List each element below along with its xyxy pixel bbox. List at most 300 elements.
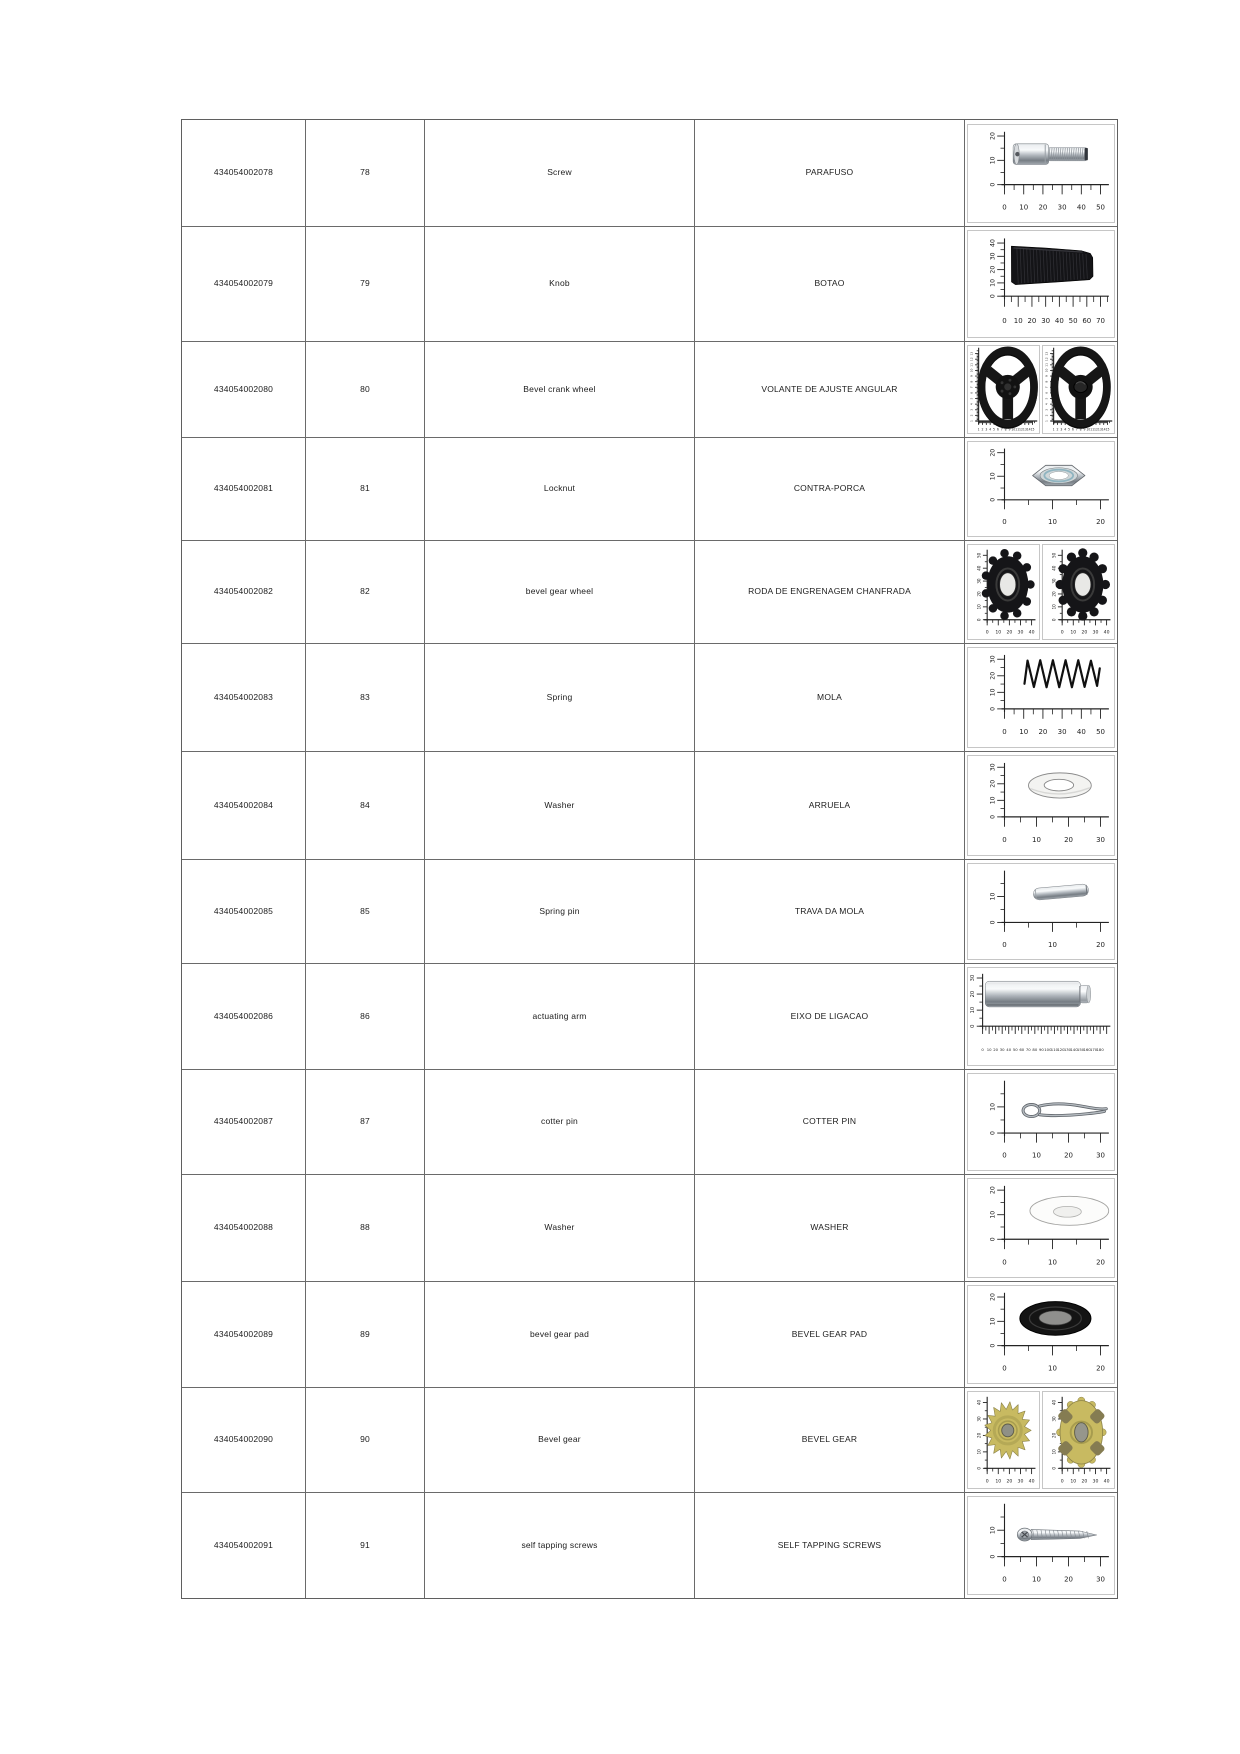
svg-text:2: 2 bbox=[969, 414, 974, 417]
svg-text:20: 20 bbox=[989, 779, 997, 788]
svg-text:40: 40 bbox=[1103, 1479, 1110, 1485]
part-number-cell bbox=[182, 1175, 306, 1281]
svg-text:0: 0 bbox=[989, 1237, 997, 1242]
part-number-text: 434054002089 bbox=[213, 1328, 274, 1339]
svg-text:6: 6 bbox=[996, 427, 999, 432]
svg-text:50: 50 bbox=[1068, 316, 1078, 325]
svg-text:0: 0 bbox=[989, 814, 997, 819]
washer-photo bbox=[967, 755, 1115, 856]
knob-image bbox=[968, 231, 1114, 337]
description-pt-text: RODA DE ENGRENAGEM CHANFRADA bbox=[748, 586, 911, 597]
actuating-arm-photo bbox=[967, 967, 1115, 1066]
svg-text:20: 20 bbox=[1027, 316, 1037, 325]
svg-text:10: 10 bbox=[1070, 630, 1077, 636]
svg-text:5: 5 bbox=[1068, 427, 1071, 432]
description-pt-text: COTTER PIN bbox=[802, 1116, 857, 1127]
spring-pin-photo bbox=[967, 863, 1115, 960]
svg-text:30: 30 bbox=[989, 655, 997, 664]
svg-text:20: 20 bbox=[970, 990, 977, 998]
svg-text:7: 7 bbox=[1075, 427, 1078, 432]
description-pt-cell bbox=[695, 644, 965, 751]
svg-text:20: 20 bbox=[989, 265, 997, 274]
svg-text:30: 30 bbox=[1096, 1151, 1105, 1160]
locknut-photo bbox=[967, 441, 1115, 537]
svg-text:5: 5 bbox=[969, 397, 974, 400]
item-number-text: 81 bbox=[360, 483, 370, 494]
part-number-text: 434054002088 bbox=[213, 1222, 274, 1233]
svg-text:80: 80 bbox=[1032, 1046, 1038, 1052]
svg-text:140: 140 bbox=[1070, 1046, 1078, 1052]
description-en-cell bbox=[425, 644, 695, 751]
svg-text:20: 20 bbox=[989, 671, 997, 680]
svg-text:10: 10 bbox=[986, 1046, 992, 1052]
svg-text:0: 0 bbox=[1002, 728, 1007, 737]
svg-text:20: 20 bbox=[1096, 518, 1105, 527]
description-en-cell bbox=[425, 964, 695, 1069]
svg-text:0: 0 bbox=[1051, 1466, 1057, 1470]
svg-text:160: 160 bbox=[1083, 1046, 1091, 1052]
part-photo-cell bbox=[965, 227, 1117, 341]
part-photo-cell bbox=[965, 752, 1117, 859]
svg-text:40: 40 bbox=[1103, 630, 1110, 636]
svg-text:0: 0 bbox=[989, 706, 997, 711]
svg-text:13: 13 bbox=[1097, 427, 1102, 432]
bevel-gear-back-image bbox=[1043, 1392, 1114, 1488]
description-pt-cell bbox=[695, 120, 965, 226]
description-en-cell bbox=[425, 1282, 695, 1387]
part-photo-cell bbox=[965, 644, 1117, 751]
svg-text:0: 0 bbox=[981, 1046, 984, 1052]
svg-text:2: 2 bbox=[1056, 427, 1059, 432]
cotter-pin-image bbox=[968, 1074, 1114, 1170]
svg-text:11: 11 bbox=[1015, 427, 1020, 432]
table-row bbox=[182, 1281, 1117, 1387]
description-en-text: cotter pin bbox=[541, 1116, 578, 1127]
description-en-text: Bevel crank wheel bbox=[523, 383, 596, 394]
svg-text:20: 20 bbox=[989, 1186, 997, 1195]
svg-text:5: 5 bbox=[993, 427, 996, 432]
bevel-gear-front-image bbox=[968, 1392, 1039, 1488]
part-number-cell bbox=[182, 541, 306, 643]
svg-text:6: 6 bbox=[1071, 427, 1074, 432]
part-number-text: 434054002083 bbox=[213, 691, 274, 702]
item-number-text: 88 bbox=[360, 1222, 370, 1233]
svg-text:11: 11 bbox=[1044, 362, 1049, 367]
svg-text:1: 1 bbox=[969, 420, 974, 422]
svg-text:130: 130 bbox=[1063, 1046, 1072, 1052]
svg-text:12: 12 bbox=[1094, 427, 1098, 432]
svg-text:20: 20 bbox=[1038, 203, 1048, 212]
crank-wheel-front-image bbox=[968, 346, 1039, 433]
item-number-text: 82 bbox=[360, 586, 370, 597]
part-number-text: 434054002078 bbox=[213, 167, 274, 178]
description-en-text: bevel gear pad bbox=[529, 1328, 590, 1339]
description-pt-text: TRAVA DA MOLA bbox=[794, 905, 865, 916]
item-number-text: 83 bbox=[360, 691, 370, 702]
svg-text:0: 0 bbox=[976, 618, 982, 622]
table-row bbox=[182, 963, 1117, 1069]
washer-flat-image bbox=[968, 1179, 1114, 1277]
svg-text:50: 50 bbox=[1051, 552, 1057, 558]
description-pt-text: SELF TAPPING SCREWS bbox=[777, 1539, 882, 1550]
description-pt-cell bbox=[695, 1175, 965, 1281]
item-number-text: 85 bbox=[360, 905, 370, 916]
part-number-cell bbox=[182, 964, 306, 1069]
svg-text:90: 90 bbox=[1038, 1046, 1044, 1052]
svg-text:10: 10 bbox=[1048, 1258, 1057, 1267]
svg-text:13: 13 bbox=[1022, 427, 1027, 432]
svg-text:10: 10 bbox=[1051, 1449, 1057, 1455]
svg-text:0: 0 bbox=[1060, 1479, 1064, 1485]
svg-text:10: 10 bbox=[976, 1449, 982, 1455]
part-number-text: 434054002084 bbox=[213, 799, 274, 810]
svg-text:1: 1 bbox=[1044, 420, 1049, 422]
description-pt-cell bbox=[695, 1388, 965, 1492]
svg-text:10: 10 bbox=[1032, 1151, 1041, 1160]
svg-text:14: 14 bbox=[1101, 427, 1106, 432]
table-row bbox=[182, 859, 1117, 963]
svg-text:10: 10 bbox=[1019, 728, 1029, 737]
description-en-cell bbox=[425, 752, 695, 859]
svg-text:10: 10 bbox=[989, 155, 997, 164]
table-row bbox=[182, 1069, 1117, 1174]
svg-text:0: 0 bbox=[985, 1479, 989, 1485]
svg-text:0: 0 bbox=[1002, 1151, 1007, 1160]
gear-pad-photo bbox=[967, 1285, 1115, 1384]
svg-text:10: 10 bbox=[989, 278, 997, 287]
item-number-text: 86 bbox=[360, 1010, 370, 1021]
svg-text:0: 0 bbox=[989, 1131, 997, 1136]
svg-text:30: 30 bbox=[989, 763, 997, 772]
item-number-cell bbox=[306, 1493, 425, 1598]
item-number-cell bbox=[306, 860, 425, 963]
svg-text:10: 10 bbox=[995, 630, 1002, 636]
part-number-cell bbox=[182, 227, 306, 341]
part-photo-cell bbox=[965, 1493, 1117, 1598]
part-number-text: 434054002087 bbox=[213, 1116, 274, 1127]
description-en-text: self tapping screws bbox=[521, 1539, 598, 1550]
part-photo-cell bbox=[965, 1388, 1117, 1492]
svg-text:11: 11 bbox=[969, 362, 974, 367]
item-number-text: 89 bbox=[360, 1328, 370, 1339]
svg-text:30: 30 bbox=[999, 1046, 1005, 1052]
svg-text:10: 10 bbox=[989, 1526, 997, 1535]
svg-text:0: 0 bbox=[1002, 1258, 1007, 1267]
part-number-cell bbox=[182, 120, 306, 226]
part-photo-cell bbox=[965, 1070, 1117, 1174]
table-row bbox=[182, 1387, 1117, 1492]
svg-text:10: 10 bbox=[1032, 836, 1041, 845]
crank-wheel-back-image bbox=[1043, 346, 1114, 433]
cotter-pin-photo bbox=[967, 1073, 1115, 1171]
svg-text:20: 20 bbox=[1051, 591, 1057, 597]
part-number-cell bbox=[182, 860, 306, 963]
svg-text:40: 40 bbox=[1076, 728, 1086, 737]
svg-text:9: 9 bbox=[1044, 375, 1049, 378]
svg-text:12: 12 bbox=[1019, 427, 1023, 432]
svg-text:20: 20 bbox=[989, 1293, 997, 1301]
svg-text:30: 30 bbox=[1092, 1479, 1099, 1485]
part-photo-cell bbox=[965, 860, 1117, 963]
svg-text:0: 0 bbox=[989, 1343, 997, 1348]
description-en-text: Bevel gear bbox=[538, 1434, 581, 1445]
part-photo-cell bbox=[965, 1175, 1117, 1281]
svg-text:8: 8 bbox=[1044, 380, 1049, 383]
description-en-text: actuating arm bbox=[532, 1010, 587, 1021]
item-number-cell bbox=[306, 227, 425, 341]
item-number-cell bbox=[306, 1388, 425, 1492]
svg-text:12: 12 bbox=[1044, 357, 1049, 362]
part-number-cell bbox=[182, 1282, 306, 1387]
svg-text:40: 40 bbox=[1051, 565, 1057, 571]
part-photo-cell bbox=[965, 964, 1117, 1069]
svg-text:30: 30 bbox=[1017, 630, 1024, 636]
table-row bbox=[182, 341, 1117, 437]
item-number-cell bbox=[306, 644, 425, 751]
description-pt-cell bbox=[695, 342, 965, 437]
svg-text:70: 70 bbox=[1096, 316, 1105, 325]
item-number-cell bbox=[306, 752, 425, 859]
description-en-cell bbox=[425, 438, 695, 540]
parts-table bbox=[181, 119, 1118, 1599]
svg-text:10: 10 bbox=[1051, 604, 1057, 610]
svg-text:10: 10 bbox=[1048, 518, 1057, 527]
svg-text:50: 50 bbox=[976, 552, 982, 558]
svg-text:0: 0 bbox=[1002, 316, 1007, 325]
svg-text:0: 0 bbox=[1002, 836, 1007, 845]
spring-photo bbox=[967, 647, 1115, 748]
svg-text:10: 10 bbox=[989, 1317, 997, 1326]
svg-text:40: 40 bbox=[1051, 1399, 1057, 1406]
svg-text:10: 10 bbox=[989, 472, 997, 481]
svg-text:0: 0 bbox=[1002, 203, 1007, 212]
svg-text:0: 0 bbox=[989, 1554, 997, 1559]
svg-text:20: 20 bbox=[989, 448, 997, 457]
part-number-text: 434054002080 bbox=[213, 383, 274, 394]
svg-text:4: 4 bbox=[1064, 427, 1067, 432]
svg-text:14: 14 bbox=[1026, 427, 1031, 432]
svg-text:60: 60 bbox=[1019, 1046, 1025, 1052]
svg-text:100: 100 bbox=[1044, 1046, 1052, 1052]
svg-text:20: 20 bbox=[1038, 728, 1048, 737]
description-pt-cell bbox=[695, 1282, 965, 1387]
svg-text:10: 10 bbox=[989, 1210, 997, 1219]
svg-text:0: 0 bbox=[1002, 1575, 1007, 1584]
description-en-cell bbox=[425, 1175, 695, 1281]
part-number-text: 434054002086 bbox=[213, 1010, 274, 1021]
part-photo-cell bbox=[965, 1282, 1117, 1387]
part-photo-cell bbox=[965, 438, 1117, 540]
description-pt-cell bbox=[695, 227, 965, 341]
svg-text:10: 10 bbox=[1086, 427, 1091, 432]
description-en-cell bbox=[425, 227, 695, 341]
part-photo-cell bbox=[965, 120, 1117, 226]
spring-image bbox=[968, 648, 1114, 747]
svg-text:10: 10 bbox=[1048, 940, 1057, 949]
description-en-text: Washer bbox=[544, 1222, 575, 1233]
svg-text:8: 8 bbox=[1079, 427, 1082, 432]
svg-text:0: 0 bbox=[989, 182, 997, 187]
part-number-text: 434054002091 bbox=[213, 1539, 274, 1550]
part-number-text: 434054002090 bbox=[213, 1434, 274, 1445]
svg-text:30: 30 bbox=[1051, 578, 1057, 584]
svg-text:40: 40 bbox=[976, 1399, 982, 1406]
svg-text:9: 9 bbox=[1008, 427, 1011, 432]
description-en-text: Washer bbox=[544, 799, 575, 810]
svg-text:20: 20 bbox=[1081, 630, 1088, 636]
svg-text:10: 10 bbox=[989, 1102, 997, 1111]
description-pt-cell bbox=[695, 1493, 965, 1598]
part-number-cell bbox=[182, 342, 306, 437]
svg-text:20: 20 bbox=[1006, 630, 1013, 636]
svg-text:0: 0 bbox=[970, 1024, 977, 1028]
svg-text:2: 2 bbox=[1044, 414, 1049, 417]
item-number-cell bbox=[306, 120, 425, 226]
description-pt-text: CONTRA-PORCA bbox=[793, 483, 866, 494]
svg-text:10: 10 bbox=[976, 604, 982, 610]
item-number-text: 78 bbox=[360, 167, 370, 178]
part-photo-cell bbox=[965, 342, 1117, 437]
svg-text:30: 30 bbox=[976, 578, 982, 584]
description-pt-cell bbox=[695, 438, 965, 540]
svg-text:50: 50 bbox=[1096, 203, 1105, 212]
svg-text:10: 10 bbox=[969, 368, 974, 373]
locknut-image bbox=[968, 442, 1114, 536]
svg-text:30: 30 bbox=[976, 1416, 982, 1422]
svg-text:20: 20 bbox=[989, 131, 997, 140]
item-number-text: 79 bbox=[360, 278, 370, 289]
svg-text:40: 40 bbox=[976, 565, 982, 571]
svg-text:150: 150 bbox=[1076, 1046, 1085, 1052]
svg-text:13: 13 bbox=[1044, 351, 1049, 356]
svg-text:4: 4 bbox=[1044, 403, 1049, 406]
description-en-cell bbox=[425, 342, 695, 437]
bevel-gear-back-photo bbox=[1042, 1391, 1115, 1489]
svg-text:10: 10 bbox=[1048, 1364, 1057, 1373]
crank-wheel-back-photo bbox=[1042, 345, 1115, 434]
description-en-text: bevel gear wheel bbox=[525, 586, 594, 597]
item-number-cell bbox=[306, 1282, 425, 1387]
svg-text:70: 70 bbox=[1025, 1046, 1031, 1052]
svg-text:3: 3 bbox=[1044, 408, 1049, 411]
svg-text:3: 3 bbox=[985, 427, 988, 432]
svg-text:50: 50 bbox=[1096, 728, 1105, 737]
description-pt-text: MOLA bbox=[817, 691, 842, 702]
description-en-text: Spring pin bbox=[539, 905, 580, 916]
part-number-cell bbox=[182, 1493, 306, 1598]
svg-text:10: 10 bbox=[1013, 316, 1023, 325]
part-number-text: 434054002085 bbox=[213, 905, 274, 916]
svg-text:8: 8 bbox=[969, 380, 974, 383]
svg-text:180: 180 bbox=[1096, 1046, 1104, 1052]
gear-wheel-b-image bbox=[1043, 545, 1114, 639]
svg-text:120: 120 bbox=[1057, 1046, 1065, 1052]
description-en-cell bbox=[425, 860, 695, 963]
part-number-text: 434054002079 bbox=[213, 278, 274, 289]
svg-text:30: 30 bbox=[970, 974, 977, 982]
actuating-arm-image bbox=[968, 968, 1114, 1065]
spring-pin-image bbox=[968, 864, 1114, 959]
tapping-screw-image bbox=[968, 1497, 1114, 1594]
svg-text:40: 40 bbox=[1028, 1479, 1035, 1485]
description-pt-cell bbox=[695, 541, 965, 643]
svg-text:20: 20 bbox=[976, 591, 982, 597]
description-pt-cell bbox=[695, 964, 965, 1069]
item-number-cell bbox=[306, 964, 425, 1069]
svg-text:0: 0 bbox=[1002, 518, 1007, 527]
svg-text:20: 20 bbox=[993, 1046, 999, 1052]
part-number-text: 434054002081 bbox=[213, 483, 274, 494]
svg-text:0: 0 bbox=[1002, 1364, 1007, 1373]
part-number-cell bbox=[182, 752, 306, 859]
svg-text:30: 30 bbox=[1041, 316, 1051, 325]
table-row bbox=[182, 1492, 1117, 1598]
description-en-cell bbox=[425, 120, 695, 226]
svg-text:20: 20 bbox=[1096, 1258, 1105, 1267]
description-pt-text: WASHER bbox=[810, 1222, 849, 1233]
svg-text:10: 10 bbox=[1070, 1479, 1077, 1485]
knob-photo bbox=[967, 230, 1115, 338]
svg-text:0: 0 bbox=[976, 1466, 982, 1470]
item-number-text: 87 bbox=[360, 1116, 370, 1127]
svg-text:20: 20 bbox=[1096, 1364, 1105, 1373]
gear-wheel-image bbox=[968, 545, 1039, 639]
svg-text:10: 10 bbox=[1019, 203, 1029, 212]
description-en-text: Screw bbox=[547, 167, 572, 178]
description-pt-text: BEVEL GEAR bbox=[801, 1434, 858, 1445]
svg-text:50: 50 bbox=[1012, 1046, 1018, 1052]
svg-text:10: 10 bbox=[970, 1006, 977, 1014]
description-pt-text: EIXO DE LIGACAO bbox=[790, 1010, 869, 1021]
description-pt-text: VOLANTE DE AJUSTE ANGULAR bbox=[761, 383, 898, 394]
svg-text:0: 0 bbox=[989, 497, 997, 502]
washer-image bbox=[968, 756, 1114, 855]
svg-text:3: 3 bbox=[969, 408, 974, 411]
description-en-text: Knob bbox=[549, 278, 570, 289]
crank-wheel-front-photo bbox=[967, 345, 1040, 434]
svg-text:5: 5 bbox=[1044, 397, 1049, 400]
svg-text:6: 6 bbox=[1044, 391, 1049, 394]
item-number-cell bbox=[306, 1175, 425, 1281]
svg-text:20: 20 bbox=[1081, 1479, 1088, 1485]
svg-text:30: 30 bbox=[989, 252, 997, 261]
svg-text:10: 10 bbox=[1044, 368, 1049, 373]
svg-text:1: 1 bbox=[977, 427, 980, 432]
svg-text:3: 3 bbox=[1060, 427, 1063, 432]
svg-text:9: 9 bbox=[969, 375, 974, 378]
svg-text:30: 30 bbox=[1017, 1479, 1024, 1485]
screw-photo bbox=[967, 124, 1115, 223]
svg-text:20: 20 bbox=[1064, 1575, 1073, 1584]
svg-text:0: 0 bbox=[1002, 940, 1007, 949]
svg-text:10: 10 bbox=[1011, 427, 1016, 432]
description-en-cell bbox=[425, 1070, 695, 1174]
table-row bbox=[182, 437, 1117, 540]
svg-text:0: 0 bbox=[989, 920, 997, 925]
description-pt-text: BEVEL GEAR PAD bbox=[791, 1328, 868, 1339]
item-number-cell bbox=[306, 438, 425, 540]
svg-text:40: 40 bbox=[989, 239, 997, 247]
bevel-gear-front-photo bbox=[967, 1391, 1040, 1489]
item-number-text: 91 bbox=[360, 1539, 370, 1550]
svg-text:4: 4 bbox=[989, 427, 992, 432]
svg-text:20: 20 bbox=[1006, 1479, 1013, 1485]
description-en-text: Spring bbox=[546, 691, 573, 702]
svg-text:4: 4 bbox=[969, 403, 974, 406]
svg-text:7: 7 bbox=[969, 386, 974, 389]
svg-text:7: 7 bbox=[1000, 427, 1003, 432]
item-number-text: 80 bbox=[360, 383, 370, 394]
